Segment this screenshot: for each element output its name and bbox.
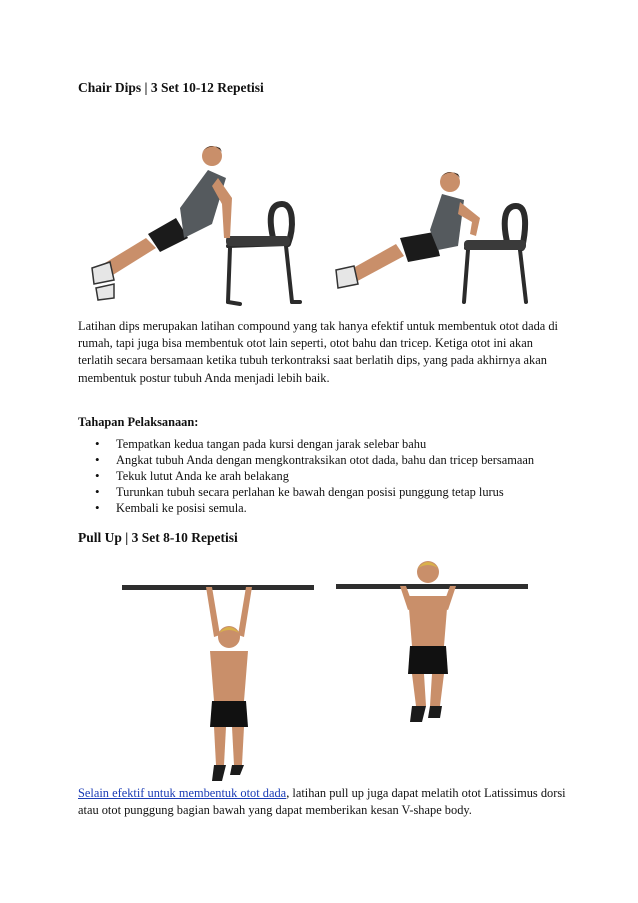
chair-dips-lowered-illustration (330, 160, 540, 306)
chair-seat (226, 236, 290, 246)
pull-up-description (78, 785, 568, 819)
list-item: • Turunkan tubuh secara perlahan ke bawah dengan posisi punggung tetap lurus (78, 484, 578, 500)
person (92, 146, 232, 300)
chest-muscle-link[interactable]: Selain efektif untuk membentuk otot dada (78, 786, 287, 800)
steps-title: Tahapan Pelaksanaan: (78, 415, 199, 429)
pull-up-bar (122, 585, 314, 590)
chair-dips-heading: Chair Dips | 3 Set 10-12 Repetisi (78, 80, 264, 95)
steps-list (78, 436, 578, 516)
person (336, 172, 480, 288)
list-item: • Angkat tubuh Anda dengan mengkontraksikan otot dada, bahu dan tricep bersamaan (78, 452, 578, 468)
chair-dips-start-illustration (88, 138, 308, 306)
chair (228, 204, 300, 304)
pull-up-hanging-illustration (122, 575, 314, 785)
chair-dips-description: Latihan dips merupakan latihan compound yang tak hanya efektif untuk membentuk otot dada di rumah, tapi juga bisa membentuk otot lain seperti, otot bahu dan tricep. Ketiga otot ini akan terlatih secara bersamaan ketika tubuh terkontraksi saat berlatih dips, yang pada akhirnya akan membentuk postur tubuh Anda menjadi lebih baik. (78, 319, 559, 385)
list-item: • Tempatkan kedua tangan pada kursi dengan jarak selebar bahu (78, 436, 578, 452)
pull-up-heading: Pull Up | 3 Set 8-10 Repetisi (78, 530, 238, 545)
pull-up-description-text: , latihan pull up juga dapat melatih otot Latissimus dorsi atau otot punggung bagian bawah yang dapat memberikan kesan V-shape body. (78, 786, 566, 818)
list-item: • Tekuk lutut Anda ke arah belakang (78, 468, 578, 484)
pull-up-top-illustration (336, 556, 528, 736)
chair-seat (464, 240, 526, 250)
pull-up-bar (336, 584, 528, 589)
person (206, 587, 252, 781)
list-item: • Kembali ke posisi semula. (78, 500, 578, 516)
